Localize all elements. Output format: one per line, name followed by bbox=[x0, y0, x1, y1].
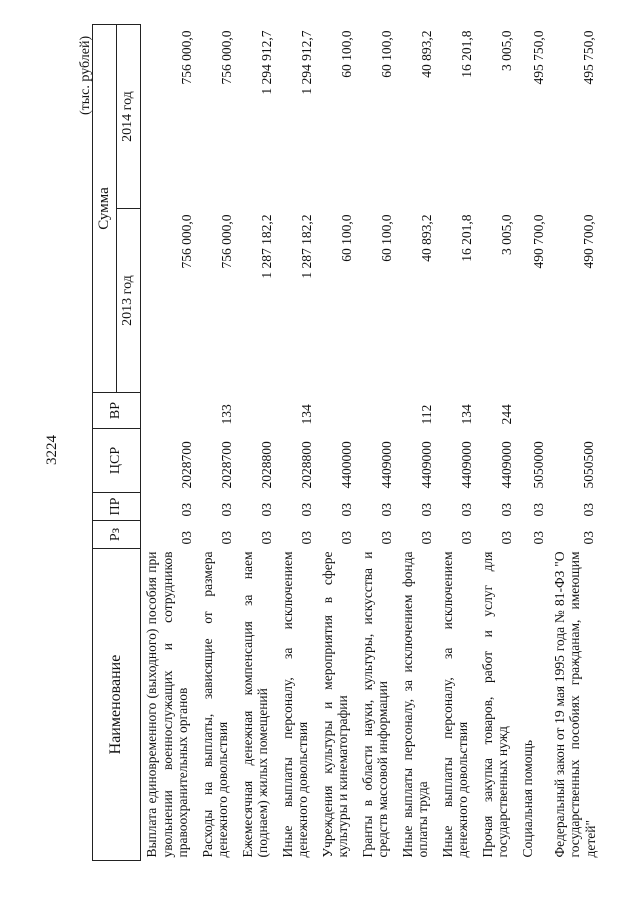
row-csr: 4409000 bbox=[498, 441, 514, 489]
table-row bbox=[317, 24, 357, 860]
row-pr: 03 bbox=[418, 503, 434, 517]
table-row bbox=[357, 24, 397, 860]
row-pr: 03 bbox=[530, 503, 546, 517]
row-vr: 134 bbox=[458, 404, 474, 425]
table-row bbox=[237, 24, 277, 860]
row-2013: 3 005,0 bbox=[498, 214, 514, 255]
row-csr: 4409000 bbox=[458, 441, 474, 489]
row-csr: 4409000 bbox=[378, 441, 394, 489]
row-2014: 1 294 912,7 bbox=[258, 30, 274, 95]
header-pr: ПР bbox=[93, 493, 141, 521]
header-name: Наименование bbox=[93, 549, 141, 861]
row-csr: 5050500 bbox=[580, 441, 596, 489]
header-rz: Рз bbox=[93, 521, 141, 549]
row-2014: 1 294 912,7 bbox=[298, 30, 314, 95]
row-2013: 490 700,0 bbox=[530, 214, 546, 269]
row-rz: 03 bbox=[530, 531, 546, 545]
row-pr: 03 bbox=[458, 503, 474, 517]
table-header bbox=[93, 24, 141, 860]
row-2013: 1 287 182,2 bbox=[258, 214, 274, 279]
row-2014: 60 100,0 bbox=[338, 30, 354, 78]
row-rz: 03 bbox=[338, 531, 354, 545]
header-csr: ЦСР bbox=[93, 429, 141, 493]
table-row bbox=[141, 24, 197, 860]
row-pr: 03 bbox=[580, 503, 596, 517]
row-vr bbox=[357, 393, 397, 429]
row-rz: 03 bbox=[418, 531, 434, 545]
row-vr bbox=[549, 393, 599, 429]
row-pr: 03 bbox=[498, 503, 514, 517]
row-vr bbox=[517, 393, 549, 429]
table-row bbox=[549, 24, 599, 860]
row-name: Расходы на выплаты, зависящие от размера денежного довольствия bbox=[199, 551, 231, 858]
row-vr: 244 bbox=[498, 404, 514, 425]
header-2014: 2014 год bbox=[117, 24, 141, 208]
table-row bbox=[197, 24, 237, 860]
row-2013: 16 201,8 bbox=[458, 214, 474, 262]
row-2013: 756 000,0 bbox=[178, 214, 194, 269]
row-vr: 112 bbox=[418, 404, 434, 425]
row-vr bbox=[141, 393, 197, 429]
row-pr: 03 bbox=[338, 503, 354, 517]
row-2014: 756 000,0 bbox=[178, 30, 194, 85]
row-name: Учреждения культуры и мероприятия в сфере культуры и кинематографии bbox=[319, 551, 351, 858]
table-row bbox=[397, 24, 437, 860]
row-name: Иные выплаты персоналу, за исключением фонда оплаты труда bbox=[399, 551, 431, 858]
table-row bbox=[437, 24, 477, 860]
row-name: Прочая закупка товаров, работ и услуг для государственных нужд bbox=[479, 551, 511, 858]
row-2013: 60 100,0 bbox=[378, 214, 394, 262]
row-rz: 03 bbox=[178, 531, 194, 545]
row-name: Социальная помощь bbox=[519, 739, 535, 858]
row-csr: 2028800 bbox=[298, 441, 314, 489]
row-rz: 03 bbox=[298, 531, 314, 545]
row-rz: 03 bbox=[218, 531, 234, 545]
row-pr: 03 bbox=[298, 503, 314, 517]
row-pr: 03 bbox=[258, 503, 274, 517]
row-csr: 4400000 bbox=[338, 441, 354, 489]
row-name: Иные выплаты персоналу, за исключением денежного довольствия bbox=[439, 551, 471, 858]
row-name: Выплата единовременного (выходного) пособия при увольнении военнослужащих и сотрудников правоохранительных органов bbox=[144, 551, 191, 858]
table-row bbox=[517, 24, 549, 860]
row-2014: 495 750,0 bbox=[530, 30, 546, 85]
row-2014: 3 005,0 bbox=[498, 30, 514, 71]
budget-table bbox=[92, 24, 598, 861]
row-name: Федеральный закон от 19 мая 1995 года № 81-ФЗ "О государственных пособиях гражданам, имеющим детей" bbox=[551, 551, 598, 858]
row-vr: 134 bbox=[298, 404, 314, 425]
row-rz: 03 bbox=[378, 531, 394, 545]
row-2014: 40 893,2 bbox=[418, 30, 434, 78]
row-pr: 03 bbox=[378, 503, 394, 517]
row-csr: 4409000 bbox=[418, 441, 434, 489]
row-2013: 756 000,0 bbox=[218, 214, 234, 269]
row-2013: 1 287 182,2 bbox=[298, 214, 314, 279]
row-name: Ежемесячная денежная компенсация за наем (поднаем) жилых помещений bbox=[239, 551, 271, 858]
header-2013: 2013 год bbox=[117, 209, 141, 393]
row-rz: 03 bbox=[258, 531, 274, 545]
row-pr: 03 bbox=[178, 503, 194, 517]
row-rz: 03 bbox=[498, 531, 514, 545]
row-2013: 490 700,0 bbox=[580, 214, 596, 269]
row-vr bbox=[237, 393, 277, 429]
row-vr: 133 bbox=[218, 404, 234, 425]
row-2013: 40 893,2 bbox=[418, 214, 434, 262]
table-row bbox=[477, 24, 517, 860]
row-name: Иные выплаты персоналу, за исключением денежного довольствия bbox=[279, 551, 311, 858]
units-label: (тыс. рублей) bbox=[78, 35, 93, 115]
row-csr: 2028700 bbox=[218, 441, 234, 489]
row-2014: 756 000,0 bbox=[218, 30, 234, 85]
header-vr: ВР bbox=[93, 393, 141, 429]
row-vr bbox=[317, 393, 357, 429]
table-body bbox=[141, 24, 599, 860]
row-2014: 60 100,0 bbox=[378, 30, 394, 78]
row-rz: 03 bbox=[580, 531, 596, 545]
page-number: 3224 bbox=[44, 435, 60, 465]
row-pr: 03 bbox=[218, 503, 234, 517]
row-csr: 5050000 bbox=[530, 441, 546, 489]
row-csr: 2028700 bbox=[178, 441, 194, 489]
row-2014: 16 201,8 bbox=[458, 30, 474, 78]
row-name: Гранты в области науки, культуры, искусства и средств массовой информации bbox=[359, 551, 391, 858]
table-row bbox=[277, 24, 317, 860]
row-csr: 2028800 bbox=[258, 441, 274, 489]
row-2013: 60 100,0 bbox=[338, 214, 354, 262]
header-sum: Сумма bbox=[93, 24, 117, 392]
row-2014: 495 750,0 bbox=[580, 30, 596, 85]
row-rz: 03 bbox=[458, 531, 474, 545]
